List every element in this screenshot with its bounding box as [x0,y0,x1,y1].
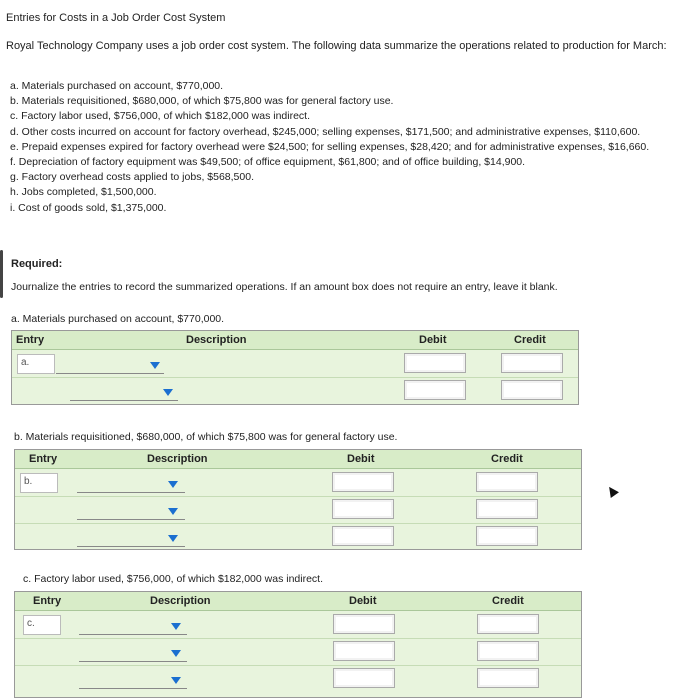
list-item: i. Cost of goods sold, $1,375,000. [10,201,167,214]
dropdown-icon[interactable] [171,677,181,684]
section-a-label: a. Materials purchased on account, $770,000. [11,313,225,325]
credit-input[interactable] [501,380,563,400]
dropdown-icon[interactable] [150,362,160,369]
table-row [15,523,581,550]
mouse-pointer-icon [605,484,619,498]
entry-header: Entry [29,453,58,465]
list-item: g. Factory overhead costs applied to jobs, $568,500. [10,171,254,184]
list-item: d. Other costs incurred on account for factory overhead, $245,000; selling expenses, $171,500; and administrative expenses, $110,600. [10,125,641,138]
debit-input[interactable] [333,668,395,688]
credit-input[interactable] [477,614,539,634]
table-row [15,638,581,666]
credit-input[interactable] [476,499,538,519]
dropdown-icon[interactable] [168,535,178,542]
description-select[interactable] [70,381,178,401]
entry-cell: c. [23,615,61,635]
credit-input[interactable] [476,472,538,492]
required-heading: Required: [11,258,63,270]
credit-header: Credit [491,453,523,465]
table-row [15,665,581,692]
table-row [15,469,581,497]
description-header: Description [147,453,208,465]
debit-input[interactable] [404,353,466,373]
entry-header: Entry [33,595,62,607]
description-select[interactable] [56,354,164,374]
debit-input[interactable] [333,641,395,661]
debit-header: Debit [347,453,375,465]
problem-intro: Royal Technology Company uses a job order cost system. The following data summarize the operations related to production for March: [6,40,667,52]
table-row [12,350,578,378]
section-b-label: b. Materials requisitioned, $680,000, of which $75,800 was for general factory use. [14,431,398,443]
table-row [12,377,578,404]
journal-table-b [14,449,582,550]
dropdown-icon[interactable] [171,623,181,630]
table-header [15,592,581,611]
list-item: b. Materials requisitioned, $680,000, of which $75,800 was for general factory use. [10,95,394,108]
credit-input[interactable] [477,641,539,661]
credit-header: Credit [514,334,546,346]
entry-cell: a. [17,354,55,374]
debit-input[interactable] [332,472,394,492]
description-header: Description [150,595,211,607]
journal-table-a [11,330,579,405]
list-item: a. Materials purchased on account, $770,000. [10,80,224,92]
entry-cell: b. [20,473,58,493]
debit-header: Debit [349,595,377,607]
list-item: h. Jobs completed, $1,500,000. [10,186,157,199]
debit-header: Debit [419,334,447,346]
description-header: Description [186,334,247,346]
debit-input[interactable] [332,526,394,546]
dropdown-icon[interactable] [171,650,181,657]
credit-input[interactable] [477,668,539,688]
table-header [15,450,581,469]
credit-header: Credit [492,595,524,607]
list-item: e. Prepaid expenses expired for factory overhead were $24,500; for selling expenses, $28,420; and for administrative expenses, $16,660. [10,140,650,153]
dropdown-icon[interactable] [163,389,173,396]
table-header [12,331,578,350]
entry-header: Entry [16,334,45,346]
debit-input[interactable] [404,380,466,400]
list-item: f. Depreciation of factory equipment was $49,500; of office equipment, $61,800; and of office building, $14,900. [10,156,526,169]
table-row [15,496,581,524]
debit-input[interactable] [332,499,394,519]
required-marker [0,250,3,298]
credit-input[interactable] [476,526,538,546]
page-title: Entries for Costs in a Job Order Cost System [6,12,226,24]
section-c-label: c. Factory labor used, $756,000, of which $182,000 was indirect. [23,573,324,585]
journal-table-c [14,591,582,698]
table-row [15,611,581,639]
instructions: Journalize the entries to record the summarized operations. If an amount box does not require an entry, leave it blank. [11,281,558,293]
credit-input[interactable] [501,353,563,373]
debit-input[interactable] [333,614,395,634]
list-item: c. Factory labor used, $756,000, of which $182,000 was indirect. [10,110,311,123]
dropdown-icon[interactable] [168,508,178,515]
data-list [10,79,664,216]
dropdown-icon[interactable] [168,481,178,488]
